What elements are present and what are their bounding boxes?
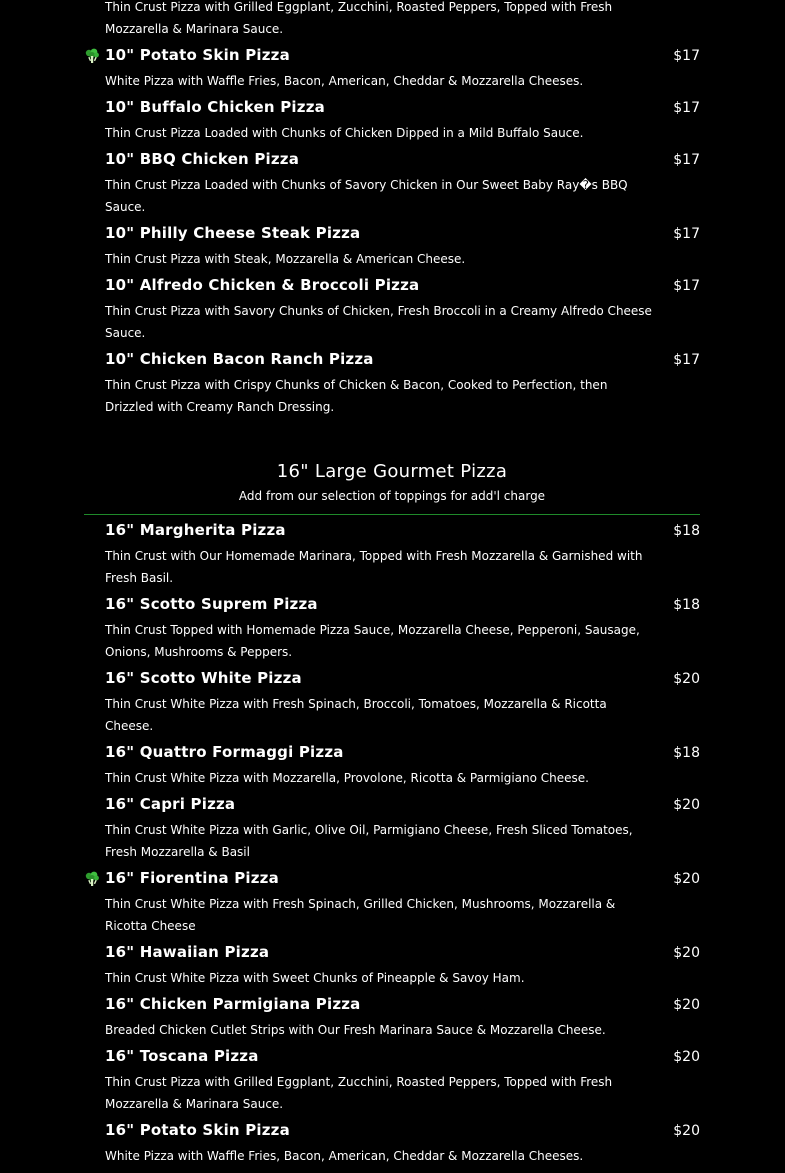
menu-item-price: $17: [673, 48, 700, 64]
menu-item-description: Thin Crust Pizza with Savory Chunks of Chicken, Fresh Broccoli in a Creamy Alfredo Cheese Sauce.: [105, 304, 652, 340]
menu-item: [84, 595, 700, 663]
menu-item-header: [105, 595, 700, 619]
menu-item-name: 16" Hawaiian Pizza: [105, 943, 270, 961]
menu-item: [84, 943, 700, 989]
menu-item-description: Thin Crust Pizza with Steak, Mozzarella & American Cheese.: [105, 252, 466, 266]
menu-item-price: $20: [673, 871, 700, 887]
menu-item-name: 16" Toscana Pizza: [105, 1047, 259, 1065]
menu-item: [84, 350, 700, 418]
section-subtitle: Add from our selection of toppings for add'l charge: [238, 489, 546, 503]
menu-item-header: [105, 795, 700, 819]
menu-item: [84, 1047, 700, 1115]
menu-item: [84, 224, 700, 270]
menu-item-name: 10" Buffalo Chicken Pizza: [105, 98, 325, 116]
menu-item-header: [105, 1121, 700, 1145]
menu-item-name: 10" Philly Cheese Steak Pizza: [105, 224, 361, 242]
menu-item-header: [105, 743, 700, 767]
menu-item-price: $17: [673, 278, 700, 294]
menu-item-header: [105, 669, 700, 693]
menu-item-description: Thin Crust White Pizza with Fresh Spinach, Broccoli, Tomatoes, Mozzarella & Ricotta Cheese.: [105, 697, 607, 733]
menu-item: [84, 743, 700, 789]
broccoli-icon: [84, 48, 100, 64]
menu-item-price: $17: [673, 226, 700, 242]
menu-item-price: $18: [673, 745, 700, 761]
menu-item-description: Thin Crust Pizza with Grilled Eggplant, Zucchini, Roasted Peppers, Topped with Fresh Mozzarella & Marinara Sauce.: [105, 1075, 613, 1111]
menu-item-header: [105, 943, 700, 967]
menu-item-header: [105, 521, 700, 545]
menu-item: [84, 0, 700, 40]
menu-item-name: 10" Chicken Bacon Ranch Pizza: [105, 350, 374, 368]
menu-item-description: White Pizza with Waffle Fries, Bacon, American, Cheddar & Mozzarella Cheeses.: [105, 74, 584, 88]
menu-item-description: Thin Crust Pizza with Grilled Eggplant, Zucchini, Roasted Peppers, Topped with Fresh Mozzarella & Marinara Sauce.: [105, 0, 613, 36]
menu-item-name: 16" Margherita Pizza: [105, 521, 286, 539]
menu-item-description: Thin Crust Pizza Loaded with Chunks of Chicken Dipped in a Mild Buffalo Sauce.: [105, 126, 584, 140]
menu-section-16-inch: [84, 521, 700, 1167]
menu-item-description: Thin Crust White Pizza with Garlic, Olive Oil, Parmigiano Cheese, Fresh Sliced Tomatoes, Fresh Mozzarella & Basil: [105, 823, 633, 859]
menu-item-header: [105, 276, 700, 300]
menu-item-header: [105, 995, 700, 1019]
menu-item-description: Thin Crust Topped with Homemade Pizza Sauce, Mozzarella Cheese, Pepperoni, Sausage, Onions, Mushrooms & Peppers.: [105, 623, 640, 659]
menu-item: [84, 795, 700, 863]
menu-item-header: [105, 869, 700, 893]
menu-item-price: $17: [673, 152, 700, 168]
menu-item-price: $17: [673, 352, 700, 368]
menu-section-10-inch: [84, 0, 700, 418]
menu-item-header: [105, 1047, 700, 1071]
menu-item-name: 16" Potato Skin Pizza: [105, 1121, 290, 1139]
menu-item-header: [105, 224, 700, 248]
menu-item-name: 16" Fiorentina Pizza: [105, 869, 279, 887]
menu-item-description: Thin Crust White Pizza with Fresh Spinach, Grilled Chicken, Mushrooms, Mozzarella & Ricotta Cheese: [105, 897, 616, 933]
menu-item-name: 10" Potato Skin Pizza: [105, 46, 290, 64]
menu-item: [84, 521, 700, 589]
menu-item-name: 16" Scotto White Pizza: [105, 669, 302, 687]
menu-item: [84, 1121, 700, 1167]
menu-item-name: 10" BBQ Chicken Pizza: [105, 150, 300, 168]
menu-item-description: Breaded Chicken Cutlet Strips with Our Fresh Marinara Sauce & Mozzarella Cheese.: [105, 1023, 606, 1037]
menu-item-price: $20: [673, 945, 700, 961]
menu-item-header: [105, 98, 700, 122]
menu-item: [84, 995, 700, 1041]
menu-item-price: $20: [673, 671, 700, 687]
menu-item-description: Thin Crust with Our Homemade Marinara, Topped with Fresh Mozzarella & Garnished with Fresh Basil.: [105, 549, 643, 585]
menu-item-description: Thin Crust White Pizza with Sweet Chunks of Pineapple & Savoy Ham.: [105, 971, 525, 985]
menu-item-name: 10" Alfredo Chicken & Broccoli Pizza: [105, 276, 420, 294]
menu-item-description: Thin Crust Pizza with Crispy Chunks of Chicken & Bacon, Cooked to Perfection, then Drizzled with Creamy Ranch Dressing.: [105, 378, 608, 414]
menu-item-description: Thin Crust White Pizza with Mozzarella, Provolone, Ricotta & Parmigiano Cheese.: [105, 771, 589, 785]
menu-item-price: $18: [673, 523, 700, 539]
menu-item-name: 16" Capri Pizza: [105, 795, 236, 813]
menu-item-name: 16" Quattro Formaggi Pizza: [105, 743, 344, 761]
menu-item: [84, 669, 700, 737]
menu-item: [84, 869, 700, 937]
menu-item-header: [105, 46, 700, 70]
menu-item-description: Thin Crust Pizza Loaded with Chunks of Savory Chicken in Our Sweet Baby Ray�s BBQ Sauce.: [105, 178, 628, 214]
menu-item-price: $20: [673, 1049, 700, 1065]
menu-item-price: $20: [673, 797, 700, 813]
menu-item-header: [105, 150, 700, 174]
menu-item: [84, 46, 700, 92]
menu-item-name: 16" Chicken Parmigiana Pizza: [105, 995, 361, 1013]
menu-item-name: 16" Scotto Suprem Pizza: [105, 595, 318, 613]
menu-list: [84, 0, 700, 1173]
menu-item-price: $18: [673, 597, 700, 613]
section-title: 16" Large Gourmet Pizza: [276, 461, 508, 482]
broccoli-icon: [84, 871, 100, 887]
menu-item: [84, 98, 700, 144]
menu-item: [84, 150, 700, 218]
menu-item: [84, 276, 700, 344]
section-header: [84, 458, 700, 515]
section-divider: [84, 514, 700, 515]
menu-item-price: $17: [673, 100, 700, 116]
menu-item-price: $20: [673, 997, 700, 1013]
menu-item-description: White Pizza with Waffle Fries, Bacon, American, Cheddar & Mozzarella Cheeses.: [105, 1149, 584, 1163]
menu-item-price: $20: [673, 1123, 700, 1139]
menu-item-header: [105, 350, 700, 374]
